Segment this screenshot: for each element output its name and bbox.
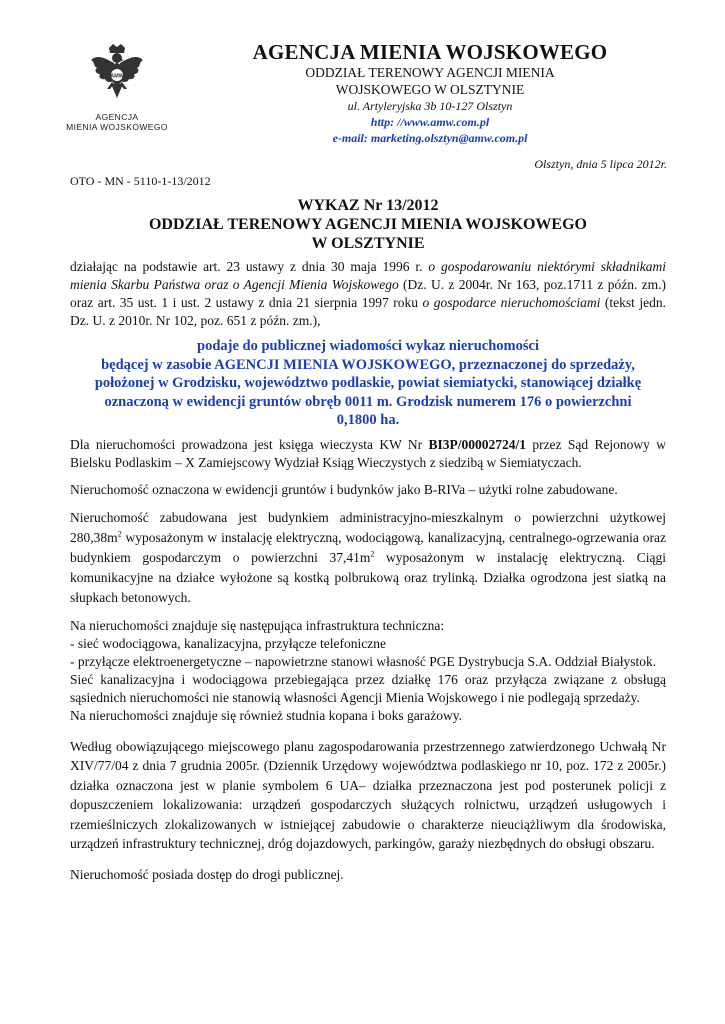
agency-name: AGENCJA MIENIA WOJSKOWEGO bbox=[252, 40, 608, 64]
legal-basis-act-1: o gospodarowaniu niektórymi składnikami mienia Skarbu Państwa oraz o Agencji Mienia Wojskowego bbox=[70, 259, 666, 292]
buildings-text-3: wyposażonym w instalację elektryczną. Ciągi komunikacyjne na działce wyłożone są kostką polbrukową oraz trylinką. Działka ogrodzona jest siatką na słupkach betonowych. bbox=[70, 549, 666, 605]
announcement-block bbox=[70, 337, 666, 430]
legal-basis-act-2: o gospodarce nieruchomościami bbox=[422, 295, 601, 310]
legal-basis-text-1: działając na podstawie art. 23 ustawy z dnia 30 maja 1996 r. bbox=[70, 259, 429, 274]
zoning-paragraph: Według obowiązującego miejscowego planu zagospodarowania przestrzennego zatwierdzonego Uchwałą Nr XIV/77/04 z dnia 7 grudnia 2005r. (Dziennik Urzędowy województwa podlaskiego nr 10, poz. 172 z 2005r.) działka oznaczona jest w planie symbolem 6 UA– działka przeznaczona jest pod posterunek policji z dopuszczeniem lokalizowania: urządzeń gospodarczych służących rolnictwu, urządzeń usługowych i rzemieślniczych zlokalizowanych w istniejącej zabudowie o charakterze nieuciążliwym dla środowiska, urządzeń infrastruktury technicznej, dróg dojazdowych, parkingów, garaży niezbędnych do obsługi obszaru. bbox=[70, 738, 666, 851]
document-title bbox=[70, 196, 666, 253]
infrastructure-intro: Na nieruchomości znajduje się następująca infrastruktura techniczna: bbox=[70, 617, 445, 633]
area-unit-superscript-2: 2 bbox=[370, 549, 375, 558]
branch-line-2: WOJSKOWEGO W OLSZTYNIE bbox=[335, 82, 525, 97]
address: ul. Artyleryjska 3b 10-127 Olsztyn bbox=[347, 99, 513, 113]
announcement-line-2: będącej w zasobie AGENCJI MIENIA WOJSKOWEGO, przeznaczonej do sprzedaży, bbox=[101, 356, 635, 373]
classification-paragraph: Nieruchomość oznaczona w ewidencji gruntów i budynków jako B-RIVa – użytki rolne zabudowane. bbox=[70, 481, 618, 497]
infrastructure-item-1: - sieć wodociągowa, kanalizacyjna, przyłącze telefoniczne bbox=[70, 635, 386, 651]
legal-basis-text-3: (tekst jedn. Dz. U. z 2010r. Nr 102, poz. 651 z późn. zm.), bbox=[70, 295, 666, 328]
title-line-3: W OLSZTYNIE bbox=[311, 235, 425, 252]
branch-line-1: ODDZIAŁ TERENOWY AGENCJI MIENIA bbox=[305, 65, 555, 80]
area-unit-superscript-1: 2 bbox=[117, 529, 122, 538]
network-ownership-paragraph: Sieć kanalizacyjna i wodociągowa przebiegająca przez działkę 176 oraz przyłącza związane z obsługą sąsiednich nieruchomości nie stanowią własności Agencji Mienia Wojskowego i nie podlegają sprzedaży. bbox=[70, 671, 666, 705]
title-line-2: ODDZIAŁ TERENOWY AGENCJI MIENIA WOJSKOWEGO bbox=[148, 216, 587, 233]
buildings-text-2: wyposażonym w instalację elektryczną, wodociągową, kanalizacyjną, centralnego-ogrzewania oraz budynkiem gospodarczym o powierzchni 37,41m bbox=[70, 529, 666, 565]
website-link[interactable]: http: //www.amw.com.pl bbox=[370, 115, 490, 129]
reference-number: OTO - MN - 5110-1-13/2012 bbox=[70, 174, 211, 188]
announcement-line-5: 0,1800 ha. bbox=[336, 412, 400, 428]
logo-text-line1: AGENCJA bbox=[95, 112, 139, 122]
public-road-access: Nieruchomość posiada dostęp do drogi publicznej. bbox=[70, 866, 344, 882]
announcement-line-4: oznaczoną w ewidencji gruntów obręb 0011 m. Grodzisk numerem 176 o powierzchni bbox=[104, 393, 632, 410]
land-register-paragraph bbox=[70, 436, 666, 472]
buildings-text-1: Nieruchomość zabudowana jest budynkiem administracyjno-mieszkalnym o powierzchni użytkowej 280,38m bbox=[70, 509, 666, 545]
logo-text-line2: MIENIA WOJSKOWEGO bbox=[66, 122, 168, 132]
logo-badge-text: AMW bbox=[110, 73, 124, 80]
email-link[interactable]: e-mail: marketing.olsztyn@amw.com.pl bbox=[332, 131, 528, 145]
title-line-1: WYKAZ Nr 13/2012 bbox=[297, 197, 439, 214]
land-register-number: BI3P/00002724/1 bbox=[428, 436, 526, 452]
buildings-paragraph bbox=[70, 508, 666, 608]
legal-basis-text-2: (Dz. U. z 2004r. Nr 163, poz.1711 z późn. zm.) oraz art. 35 ust. 1 i ust. 2 ustawy z dnia 21 sierpnia 1997 roku bbox=[70, 277, 667, 310]
eagle-emblem-icon bbox=[87, 42, 147, 112]
announcement-line-3: położonej w Grodzisku, województwo podlaskie, powiat siemiatycki, stanowiącej działkę bbox=[94, 375, 642, 391]
letterhead bbox=[200, 40, 660, 146]
land-register-text-2: przez Sąd Rejonowy w Bielsku Podlaskim – X Zamiejscowy Wydział Ksiąg Wieczystych z siedzibą w Siemiatyczach. bbox=[70, 436, 667, 470]
announcement-line-1: podaje do publicznej wiadomości wykaz nieruchomości bbox=[197, 338, 539, 354]
agency-logo bbox=[62, 42, 172, 132]
legal-basis-paragraph bbox=[70, 258, 666, 330]
document-date: Olsztyn, dnia 5 lipca 2012r. bbox=[534, 157, 667, 171]
infrastructure-item-2: - przyłącze elektroenergetyczne – napowietrzne stanowi własność PGE Dystrybucja S.A. Oddział Białystok. bbox=[70, 653, 657, 669]
land-register-text-1: Dla nieruchomości prowadzona jest księga wieczysta KW Nr bbox=[70, 436, 429, 452]
well-garage-paragraph: Na nieruchomości znajduje się również studnia kopana i boks garażowy. bbox=[70, 707, 463, 723]
document-body bbox=[70, 258, 666, 884]
